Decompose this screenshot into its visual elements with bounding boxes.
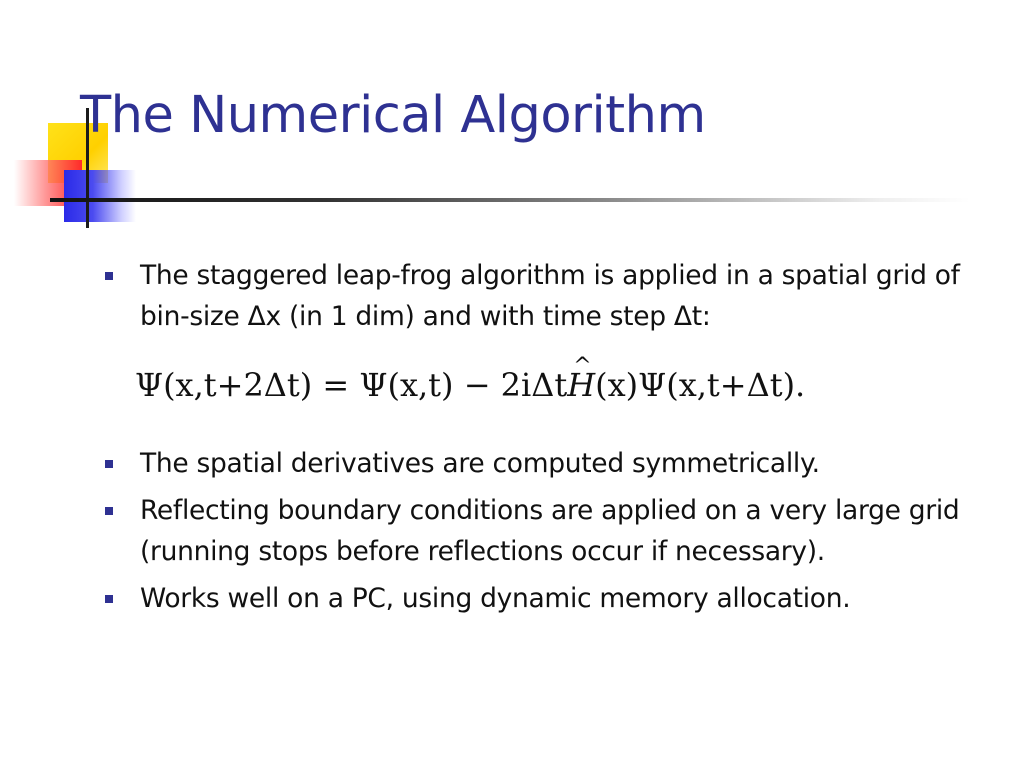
bullet-item xyxy=(100,578,1000,619)
equation-equals: = xyxy=(322,366,350,404)
equation-rhs-part2: (x)Ψ(x,t+Δt). xyxy=(595,366,806,404)
title-underline-rule xyxy=(50,198,970,202)
leapfrog-equation xyxy=(135,360,805,410)
bullet-item xyxy=(100,443,1000,484)
square-bullet-icon xyxy=(105,595,113,603)
bullet-item xyxy=(100,490,1000,572)
hamiltonian-operator: H xyxy=(567,366,596,404)
equation-lhs: Ψ(x,t+2Δt) xyxy=(135,366,313,404)
bullet-text: Works well on a PC, using dynamic memory allocation. xyxy=(140,583,851,614)
bullet-item xyxy=(100,255,1000,337)
square-bullet-icon xyxy=(105,272,113,280)
bullet-list xyxy=(100,255,1000,345)
blue-square-decoration xyxy=(64,170,136,222)
bullet-text: The staggered leap-frog algorithm is applied in a spatial grid of bin-size Δx (in 1 dim) and with time step Δt: xyxy=(140,260,960,332)
bullet-text: Reflecting boundary conditions are applied on a very large grid (running stops before reflections occur if necessary). xyxy=(140,495,960,567)
bullet-list-continued xyxy=(100,443,1000,619)
bullet-text: The spatial derivatives are computed symmetrically. xyxy=(140,448,820,479)
square-bullet-icon xyxy=(105,460,113,468)
equation-rhs-part1: Ψ(x,t) − 2iΔt xyxy=(359,366,568,404)
square-bullet-icon xyxy=(105,507,113,515)
slide-title: The Numerical Algorithm xyxy=(80,86,706,145)
